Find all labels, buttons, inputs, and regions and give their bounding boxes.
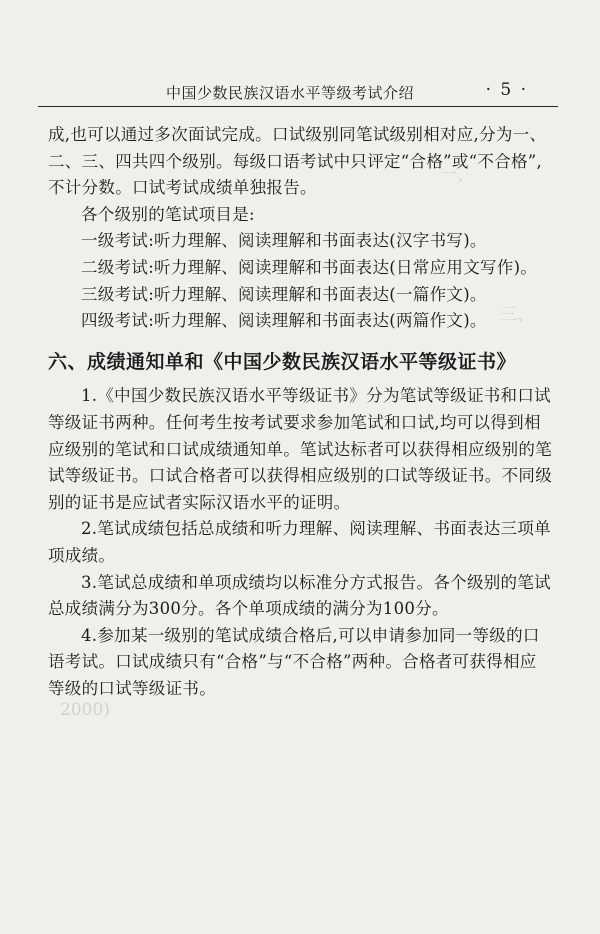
level-item: 二级考试:听力理解、阅读理解和书面表达(日常应用文写作)。 (81, 257, 538, 277)
level-item: 一级考试:听力理解、阅读理解和书面表达(汉字书写)。 (81, 231, 487, 251)
intro-paragraph: 成,也可以通过多次面试完成。口试级别同笔试级别相对应,分为一、二、三、四共四个级别。每级口语考试中只评定“合格”或“不合格”,不计分数。口试考试成绩单独报告。 (48, 125, 547, 198)
bleed-through-text: 2000) (60, 700, 110, 720)
section-heading: 六、成绩通知单和《中国少数民族汉语水平等级证书》 (48, 350, 517, 373)
numbered-item: 3.笔试总成绩和单项成绩均以标准分方式报告。各个级别的笔试总成绩满分为300分。各个单项成绩的满分为100分。 (48, 572, 551, 619)
header-title: 中国少数民族汉语水平等级考试介绍 (166, 84, 415, 102)
numbered-item: 4.参加某一级别的笔试成绩合格后,可以申请参加同一等级的口语考试。口试成绩只有“合格”与“不合格”两种。合格者可获得相应等级的口试等级证书。 (48, 625, 540, 698)
level-item: 三级考试:听力理解、阅读理解和书面表达(一篇作文)。 (81, 284, 487, 304)
bleed-through-text: 一、 (440, 165, 474, 185)
numbered-item: 2.笔试成绩包括总成绩和听力理解、阅读理解、书面表达三项单项成绩。 (48, 519, 551, 565)
levels-lead: 各个级别的笔试项目是: (81, 204, 255, 224)
level-item: 四级考试:听力理解、阅读理解和书面表达(两篇作文)。 (81, 311, 487, 331)
page-number: · 5 · (485, 80, 528, 100)
page-body (48, 122, 552, 702)
bleed-through-text: 三、 (500, 305, 534, 325)
running-header (38, 80, 558, 107)
numbered-item: 1.《中国少数民族汉语水平等级证书》分为笔试等级证书和口试等级证书两种。任何考生按考试要求参加笔试和口试,均可以得到相应级别的笔试和口试成绩通知单。笔试达标者可以获得相应级别的笔试等级证书。口试合格者可以获得相应级别的口试等级证书。不同级别的证书是应试者实际汉语水平的证明。 (48, 386, 552, 512)
